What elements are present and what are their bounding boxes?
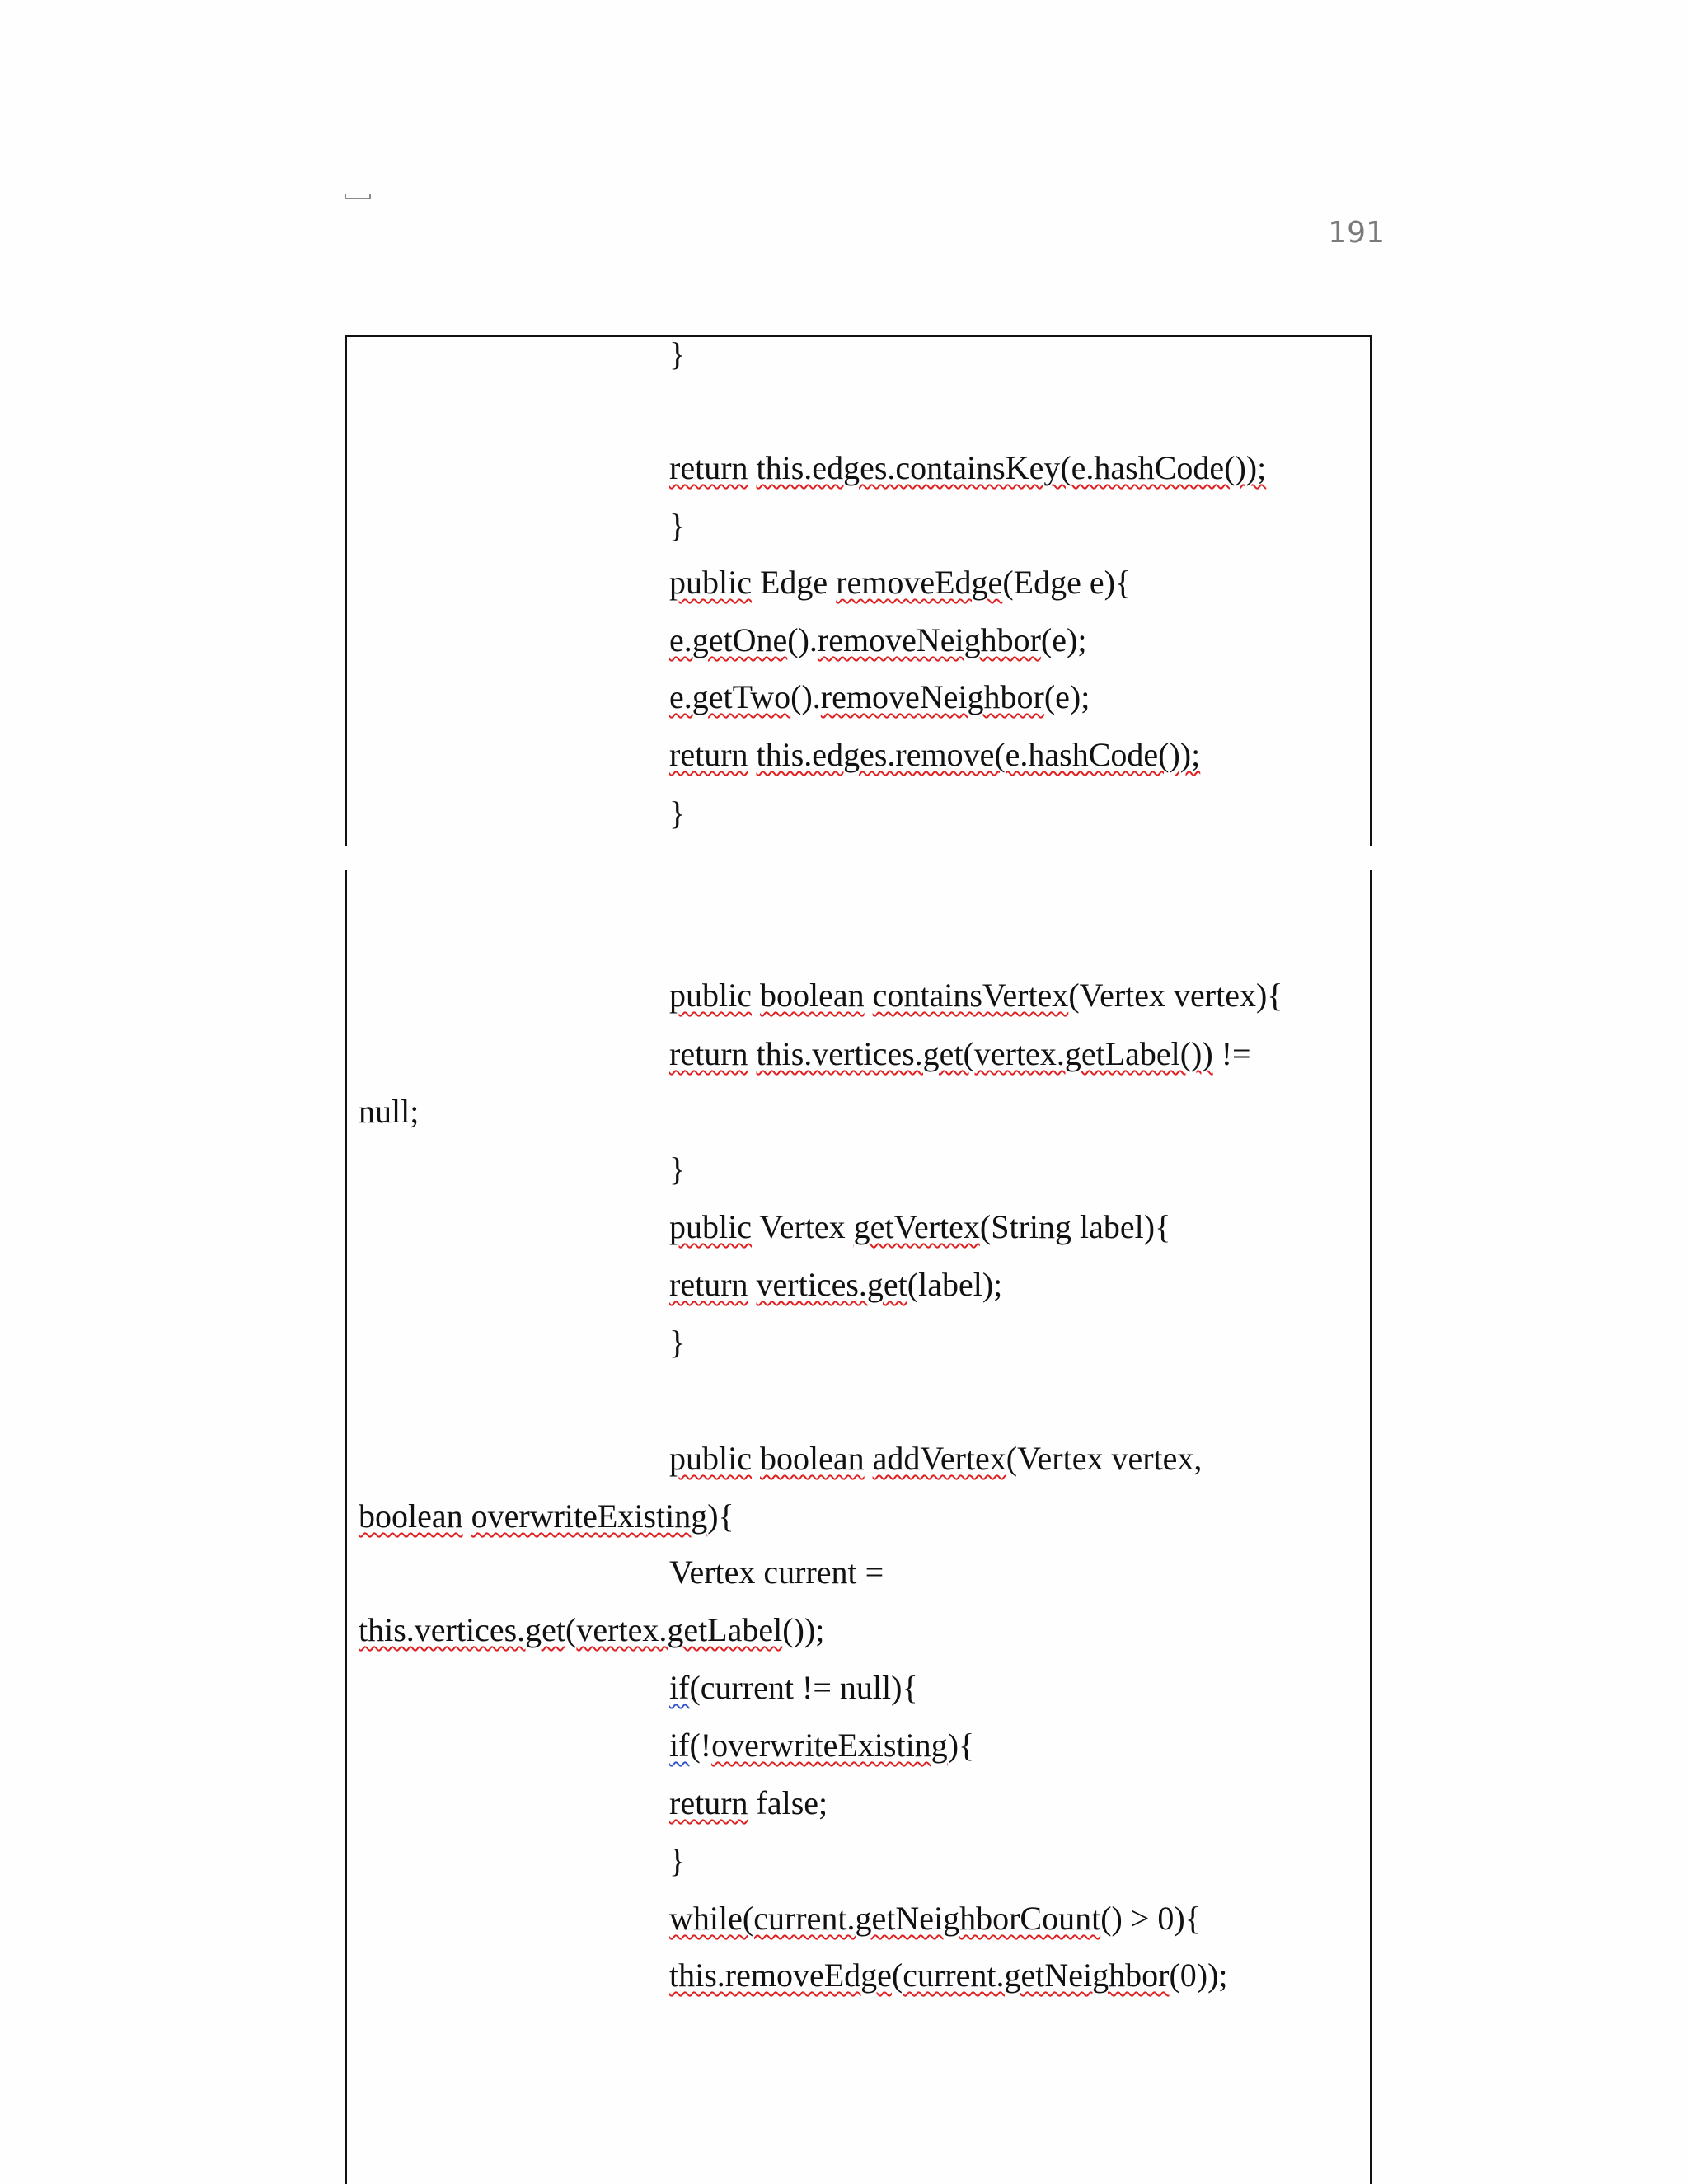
border-fragment xyxy=(345,804,347,846)
code-line: } xyxy=(669,794,686,832)
code-line: return this.edges.remove(e.hashCode()); xyxy=(669,736,1201,773)
code-line: boolean overwriteExisting){ xyxy=(359,1497,734,1535)
code-line: return this.edges.containsKey(e.hashCode()); xyxy=(669,449,1267,486)
code-line: Vertex current = xyxy=(669,1554,884,1591)
code-line: public Vertex getVertex(String label){ xyxy=(669,1208,1171,1245)
code-line: } xyxy=(669,1151,686,1188)
code-line: return vertices.get(label); xyxy=(669,1266,1003,1303)
page-number: 191 xyxy=(1328,216,1385,250)
code-line: public boolean containsVertex(Vertex vertex){ xyxy=(669,977,1283,1014)
code-line: public Edge removeEdge(Edge e){ xyxy=(669,564,1132,601)
code-line: e.getOne().removeNeighbor(e); xyxy=(669,621,1087,658)
page-corner-mark xyxy=(345,194,371,199)
code-line: return false; xyxy=(669,1784,828,1821)
code-line: this.removeEdge(current.getNeighbor(0)); xyxy=(669,1957,1228,1994)
code-line: public boolean addVertex(Vertex vertex, xyxy=(669,1440,1203,1477)
code-line: return this.vertices.get(vertex.getLabel()) != xyxy=(669,1035,1251,1072)
code-line: this.vertices.get(vertex.getLabel()); xyxy=(359,1611,825,1648)
code-line: if(!overwriteExisting){ xyxy=(669,1727,975,1764)
code-line: null; xyxy=(359,1093,420,1130)
code-line: } xyxy=(669,335,686,373)
border-fragment xyxy=(1370,804,1372,846)
code-line: } xyxy=(669,1324,686,1361)
code-line: while(current.getNeighborCount() > 0){ xyxy=(669,1900,1201,1937)
code-line: if(current != null){ xyxy=(669,1669,918,1706)
code-line: e.getTwo().removeNeighbor(e); xyxy=(669,678,1090,715)
code-line: } xyxy=(669,1842,686,1879)
code-line: } xyxy=(669,507,686,544)
